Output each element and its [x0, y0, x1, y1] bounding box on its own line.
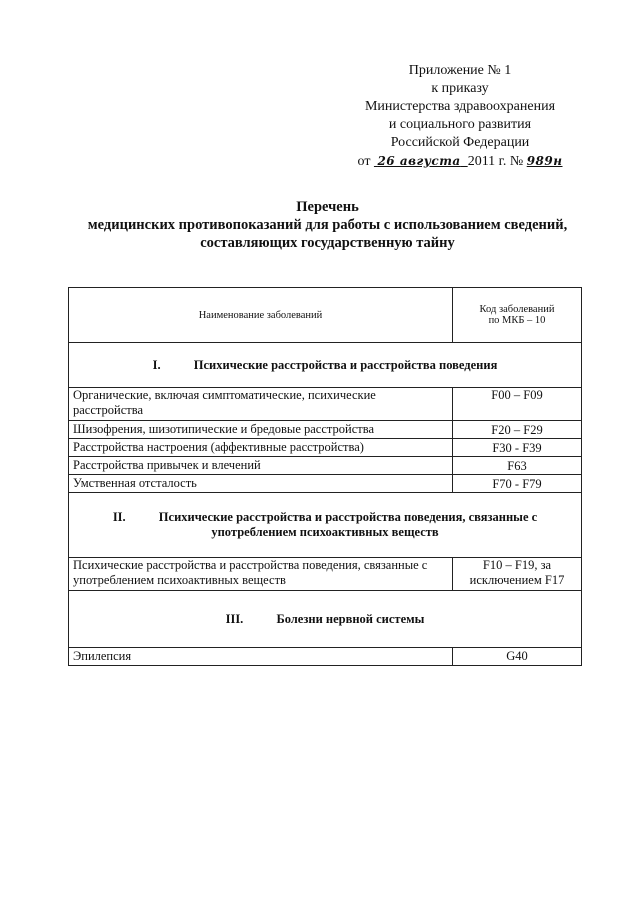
- disease-code-cell: F30 - F39: [453, 439, 582, 457]
- table-row: [69, 648, 582, 666]
- annex-block: [345, 62, 575, 171]
- annex-year: 2011 г. №: [467, 154, 524, 169]
- disease-code-cell: F63: [453, 457, 582, 475]
- disease-name-cell: Расстройства привычек и влечений: [69, 457, 453, 475]
- disease-name-cell: Психические расстройства и расстройства поведения, связанные с употреблением психоактивных веществ: [69, 558, 453, 591]
- disease-code-cell: [453, 558, 582, 591]
- header-code-line-2: по МКБ – 10: [488, 315, 546, 326]
- table-header-row: [69, 288, 582, 343]
- disease-name-cell: Расстройства настроения (аффективные расстройства): [69, 439, 453, 457]
- table-row: [69, 388, 582, 421]
- annex-date-underline: [374, 154, 468, 169]
- title-line-3: составляющих государственную тайну: [200, 235, 455, 251]
- annex-number-signature: 989н: [526, 154, 563, 168]
- disease-code-cell: G40: [453, 648, 582, 666]
- table-row: [69, 558, 582, 591]
- section-title: Психические расстройства и расстройства поведения: [193, 357, 498, 372]
- annex-line-2: к приказу: [431, 81, 489, 96]
- annex-line-3: Министерства здравоохранения: [364, 99, 556, 114]
- section-title: Болезни нервной системы: [276, 611, 425, 626]
- table-row: [69, 457, 582, 475]
- document-title: [70, 198, 585, 252]
- disease-code-cell: F00 – F09: [453, 388, 582, 421]
- disease-name-cell: Органические, включая симптоматические, психические расстройства: [69, 388, 453, 421]
- annex-line-5: Российской Федерации: [390, 135, 530, 150]
- section-heading-3: [69, 591, 582, 648]
- contraindications-table: [68, 287, 582, 666]
- header-code-cell: [453, 288, 582, 343]
- annex-from: от: [357, 154, 371, 169]
- title-line-2: медицинских противопоказаний для работы с использованием сведений,: [87, 217, 568, 233]
- disease-name-cell: Шизофрения, шизотипические и бредовые расстройства: [69, 421, 453, 439]
- disease-code-cell: F70 - F79: [453, 475, 582, 493]
- table-row: [69, 475, 582, 493]
- disease-code-line-1: F10 – F19, за: [482, 558, 552, 572]
- table-row: [69, 439, 582, 457]
- annex-line-1: Приложение № 1: [408, 63, 512, 78]
- section-title-line-2: употреблением психоактивных веществ: [211, 525, 439, 539]
- disease-code-line-2: исключением F17: [469, 573, 565, 587]
- section-heading-2: [69, 493, 582, 558]
- disease-name-cell: Эпилепсия: [69, 648, 453, 666]
- section-number: I.: [152, 357, 161, 372]
- header-code-line-1: Код заболеваний: [479, 304, 555, 315]
- section-number: III.: [225, 611, 244, 626]
- disease-name-cell: Умственная отсталость: [69, 475, 453, 493]
- annex-date-line: [345, 152, 575, 171]
- annex-date-signature: 26 августа: [377, 154, 461, 168]
- disease-code-cell: F20 – F29: [453, 421, 582, 439]
- section-number: II.: [112, 510, 126, 524]
- header-name-cell: Наименование заболеваний: [69, 288, 453, 343]
- annex-line-4: и социального развития: [388, 117, 532, 132]
- annex-number-underline: [527, 154, 563, 169]
- section-heading-1: [69, 343, 582, 388]
- section-title-line-1: Психические расстройства и расстройства поведения, связанные с: [158, 510, 538, 524]
- title-line-1: Перечень: [296, 199, 359, 215]
- table-row: [69, 421, 582, 439]
